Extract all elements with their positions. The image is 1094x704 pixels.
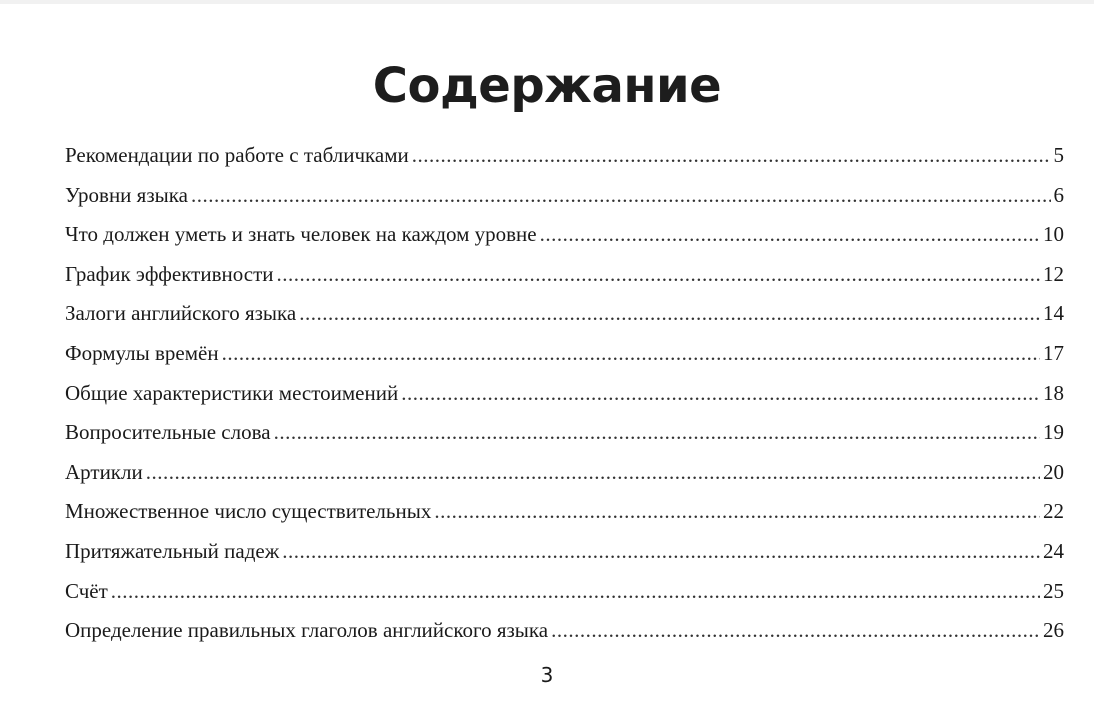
toc-entry[interactable] bbox=[65, 136, 1064, 176]
toc-entry-page: 5 bbox=[1053, 143, 1064, 167]
toc-entry[interactable] bbox=[65, 572, 1064, 612]
toc-entry-title: График эффективности bbox=[65, 261, 274, 286]
toc-dot-leader bbox=[111, 572, 1040, 612]
toc-dot-leader bbox=[191, 176, 1051, 216]
toc-entry-page: 26 bbox=[1043, 618, 1064, 643]
toc-dot-leader bbox=[277, 255, 1041, 295]
toc-entry[interactable] bbox=[65, 334, 1064, 374]
toc-entry[interactable] bbox=[65, 176, 1064, 216]
toc-entry[interactable] bbox=[65, 453, 1064, 493]
toc-entry[interactable] bbox=[65, 255, 1064, 295]
top-border bbox=[0, 0, 1094, 4]
toc-entry-page: 20 bbox=[1043, 459, 1064, 484]
toc-entry-page: 19 bbox=[1043, 420, 1064, 445]
toc-entry-title: Притяжательный падеж bbox=[65, 538, 280, 563]
table-of-contents bbox=[65, 136, 1064, 651]
toc-entry[interactable] bbox=[65, 215, 1064, 255]
toc-entry-page: 25 bbox=[1043, 578, 1064, 603]
toc-dot-leader bbox=[274, 413, 1040, 453]
toc-dot-leader bbox=[540, 215, 1040, 255]
toc-dot-leader bbox=[551, 611, 1040, 651]
toc-entry-page: 18 bbox=[1043, 380, 1064, 405]
toc-entry-page: 14 bbox=[1043, 301, 1064, 326]
toc-entry-page: 24 bbox=[1043, 538, 1064, 563]
toc-entry-page: 17 bbox=[1043, 340, 1064, 365]
toc-dot-leader bbox=[412, 136, 1051, 176]
toc-entry-title: Артикли bbox=[65, 459, 143, 484]
toc-entry-title: Что должен уметь и знать человек на каждом уровне bbox=[65, 222, 537, 247]
toc-entry-page: 22 bbox=[1043, 499, 1064, 524]
toc-dot-leader bbox=[146, 453, 1040, 493]
toc-entry[interactable] bbox=[65, 611, 1064, 651]
toc-entry[interactable] bbox=[65, 374, 1064, 414]
toc-entry-page: 12 bbox=[1043, 261, 1064, 286]
toc-dot-leader bbox=[401, 374, 1040, 414]
toc-entry-page: 6 bbox=[1053, 182, 1064, 207]
toc-entry-title: Общие характеристики местоимений bbox=[65, 380, 399, 405]
toc-entry-title: Определение правильных глаголов английского языка bbox=[65, 618, 549, 643]
toc-entry-title: Множественное число существительных bbox=[65, 499, 432, 524]
toc-entry[interactable] bbox=[65, 294, 1064, 334]
toc-entry-title: Вопросительные слова bbox=[65, 420, 271, 445]
toc-entry-title: Счёт bbox=[65, 578, 108, 603]
toc-entry-title: Уровни языка bbox=[65, 182, 188, 207]
page-title: Содержание bbox=[372, 58, 722, 114]
toc-entry-title: Залоги английского языка bbox=[65, 301, 297, 326]
toc-entry-title: Формулы времён bbox=[65, 340, 219, 365]
toc-entry[interactable] bbox=[65, 492, 1064, 532]
toc-dot-leader bbox=[299, 294, 1040, 334]
toc-entry-title: Рекомендации по работе с табличками bbox=[65, 143, 409, 167]
toc-dot-leader bbox=[434, 492, 1040, 532]
page-number: 3 bbox=[540, 663, 554, 687]
toc-entry-page: 10 bbox=[1043, 222, 1064, 247]
toc-dot-leader bbox=[282, 532, 1040, 572]
toc-dot-leader bbox=[222, 334, 1040, 374]
toc-entry[interactable] bbox=[65, 413, 1064, 453]
toc-entry[interactable] bbox=[65, 532, 1064, 572]
